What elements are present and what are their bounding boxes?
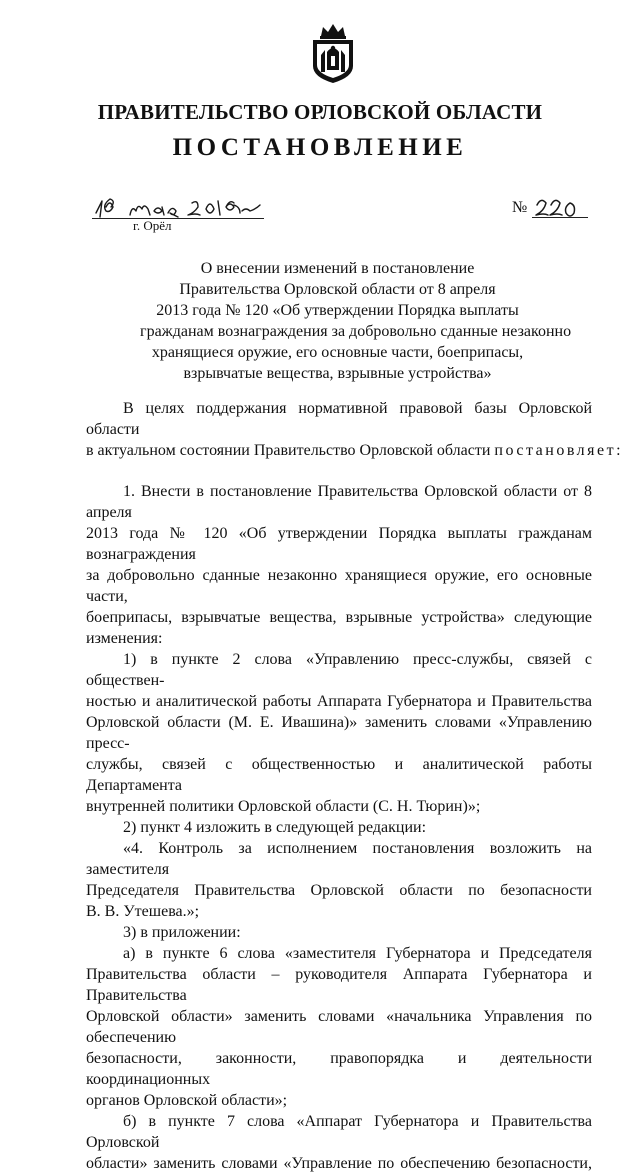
- body-line: Орловской области» заменить словами «начальника Управления по обеспечению: [86, 1008, 592, 1046]
- subject-line: взрывчатые вещества, взрывные устройства»: [183, 365, 492, 382]
- subject-line: Правительства Орловской области от 8 апреля: [179, 281, 496, 298]
- body-line: 3) в приложении:: [123, 924, 241, 941]
- body-line: Орловской области (М. Е. Ивашина)» заменить словами «Управлению пресс-: [86, 714, 592, 752]
- body-line: органов Орловской области»;: [86, 1092, 288, 1109]
- preamble-line: [86, 440, 624, 461]
- subject-line: О внесении изменений в постановление: [200, 260, 475, 277]
- body-line: изменения:: [86, 630, 163, 647]
- body-line: В. В. Утешева.»;: [86, 903, 200, 920]
- body-line: области» заменить словами «Управление по обеспечению безопасности,: [86, 1155, 592, 1172]
- subject-line: хранящиеся оружие, его основные части, боеприпасы,: [151, 344, 524, 361]
- government-title: ПРАВИТЕЛЬСТВО ОРЛОВСКОЙ ОБЛАСТИ: [97, 100, 543, 124]
- city-label: г. Орёл: [133, 218, 172, 233]
- handwritten-date: [92, 193, 264, 221]
- body-line: б) в пункте 7 слова «Аппарат Губернатора и Правительства Орловской: [86, 1113, 592, 1151]
- document-subject: [140, 258, 572, 384]
- body-line: «4. Контроль за исполнением постановления возложить на заместителя: [86, 840, 592, 878]
- body-line: ностью и аналитической работы Аппарата Губернатора и Правительства: [86, 693, 592, 710]
- body-line: 2) пункт 4 изложить в следующей редакции:: [123, 819, 427, 836]
- body-line: 2013 года № 120 «Об утверждении Порядка выплаты гражданам вознаграждения: [86, 525, 592, 563]
- body-line: за добровольно сданные незаконно хранящиеся оружие, его основные части,: [86, 567, 592, 605]
- body-line: Правительства области – руководителя Аппарата Губернатора и Правительства: [86, 966, 592, 1004]
- body-line: безопасности, законности, правопорядка и деятельности координационных: [86, 1050, 592, 1088]
- subject-line: 2013 года № 120 «Об утверждении Порядка выплаты: [156, 302, 519, 319]
- number-label: №: [512, 199, 528, 216]
- preamble-decision-word: постановляет:: [494, 442, 624, 459]
- body-line: Председателя Правительства Орловской области по безопасности: [86, 882, 592, 899]
- date-underline: [92, 218, 264, 219]
- body-line: боеприпасы, взрывчатые вещества, взрывные устройства» следующие: [86, 609, 592, 626]
- body-line: 1) в пункте 2 слова «Управлению пресс-службы, связей с обществен-: [86, 651, 592, 689]
- number-underline: [532, 217, 588, 218]
- document-body: [86, 398, 624, 1174]
- preamble-line: В целях поддержания нормативной правовой базы Орловской области: [86, 400, 592, 438]
- body-line: службы, связей с общественностью и аналитической работы Департамента: [86, 756, 592, 794]
- coat-of-arms-emblem: [308, 22, 358, 84]
- body-line: 1. Внести в постановление Правительства Орловской области от 8 апреля: [86, 483, 592, 521]
- preamble-text: в актуальном состоянии Правительство Орловской области: [86, 442, 495, 459]
- paragraph-gap: [86, 461, 592, 481]
- body-line: а) в пункте 6 слова «заместителя Губернатора и Председателя: [123, 945, 592, 962]
- document-type-title: ПОСТАНОВЛЕНИЕ: [172, 134, 468, 161]
- body-line: внутренней политики Орловской области (С. Н. Тюрин)»;: [86, 798, 481, 815]
- subject-line: гражданам вознаграждения за добровольно сданные незаконно: [140, 323, 572, 340]
